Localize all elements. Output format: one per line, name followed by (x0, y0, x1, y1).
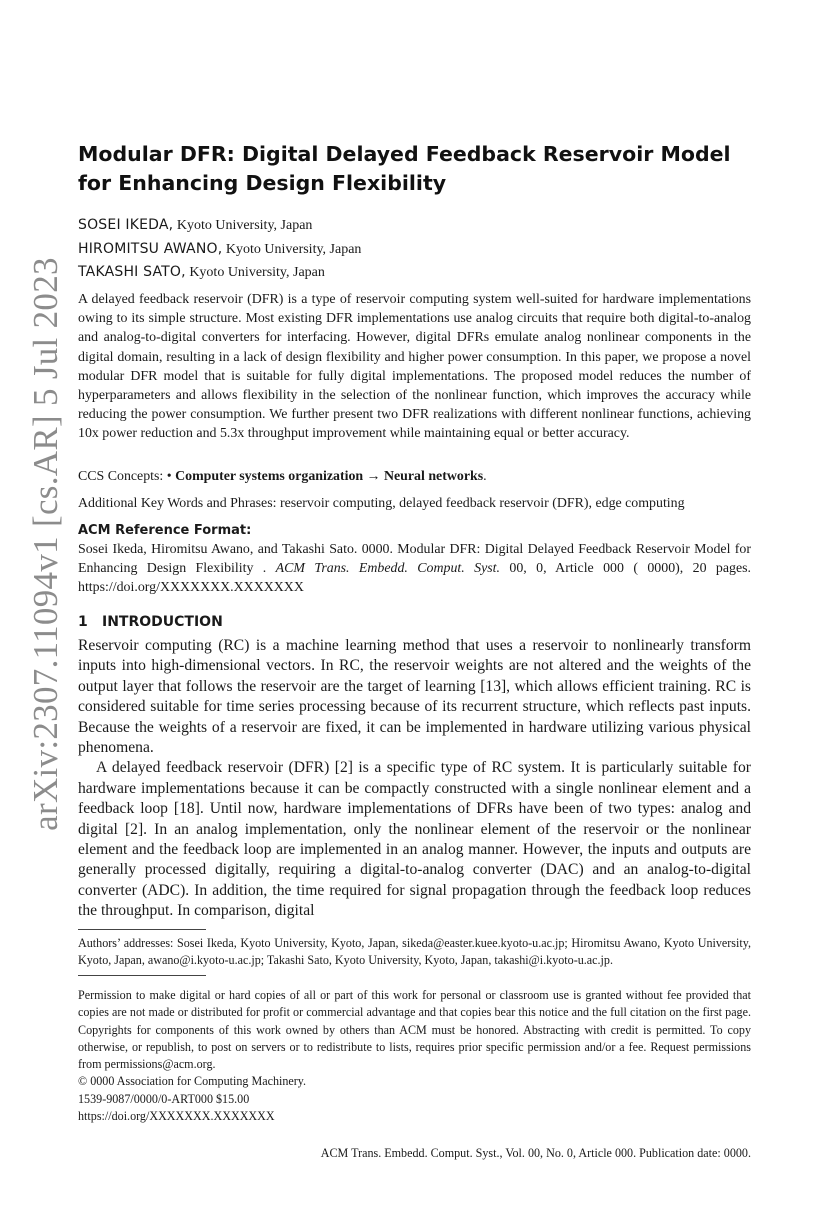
author-entry (78, 214, 751, 238)
permission-divider (78, 975, 206, 976)
author-name: HIROMITSU AWANO, (78, 240, 223, 257)
author-list (78, 214, 751, 285)
author-entry (78, 261, 751, 285)
ccs-concept: Computer systems organization → Neural networks (175, 469, 484, 484)
abstract: A delayed feedback reservoir (DFR) is a type of reservoir computing system well-suited for hardware implementations owing to its simple structure. Most existing DFR implementations use analog circuits that require both digital-to-analog and analog-to-digital converters for interfacing. However, digital DFRs emulate analog nonlinear components in the digital domain, resulting in a lack of design flexibility and higher power consumption. In this paper, we propose a novel modular DFR model that is suitable for fully digital implementations. The proposed model reduces the number of hyperparameters and allows flexibility in the selection of the nonlinear function, which improves the accuracy while reducing the power consumption. We further present two DFR realizations with different nonlinear functions, achieving 10x power reduction and 5.3x throughput improvement while maintaining equal or better accuracy. (78, 292, 751, 442)
citation-details: 00, 0, Article 000 ( 0000), 20 pages. (499, 561, 751, 576)
footnote-divider (78, 929, 206, 930)
ccs-concepts (78, 467, 751, 486)
ccs-suffix: . (483, 469, 487, 484)
author-affiliation: Kyoto University, Japan (222, 241, 362, 257)
arxiv-id-text: arXiv:2307.11094v1 [cs.AR] 5 Jul 2023 (26, 257, 65, 831)
author-addresses: Authors’ addresses: Sosei Ikeda, Kyoto University, Kyoto, Japan, sikeda@easter.kuee.kyoto-u.ac.jp; Hiromitsu Awano, Kyoto University, Kyoto, Japan, awano@i.kyoto-u.ac.jp; Takashi Sato, Kyoto University, Kyoto, Japan, takashi@i.kyoto-u.ac.jp. (78, 936, 751, 968)
page-footer: ACM Trans. Embedd. Comput. Syst., Vol. 00, No. 0, Article 000. Publication date: 0000. (320, 1146, 751, 1160)
keywords: Additional Key Words and Phrases: reservoir computing, delayed feedback reservoir (DFR), edge computing (78, 496, 685, 511)
reference-doi-link[interactable]: https://doi.org/XXXXXXX.XXXXXXX (78, 580, 304, 595)
citation-text: Sosei Ikeda, Hiromitsu Awano, and Takashi Sato. 0000. Modular DFR: Digital Delayed Feedback Reservoir Model for Enhancing Design Flexibility . (78, 542, 751, 576)
paper-title: Modular DFR: Digital Delayed Feedback Reservoir Model for Enhancing Design Flexibility (78, 142, 731, 195)
author-name: TAKASHI SATO, (78, 264, 186, 280)
author-affiliation: Kyoto University, Japan (173, 218, 313, 233)
permission-text: Permission to make digital or hard copies of all or part of this work for personal or classroom use is granted without fee provided that copies are not made or distributed for profit or commercial advantage and that copies bear this notice and the full citation on the first page. Copyrights for components of this work owned by others than ACM must be honored. Abstracting with credit is permitted. To copy otherwise, or republish, to post on servers or to redistribute to lists, requires prior specific permission and/or a fee. Request permissions from permissions@acm.org. (78, 988, 751, 1072)
section-number: 1 (78, 614, 88, 630)
body-paragraph: Reservoir computing (RC) is a machine learning method that uses a reservoir to nonlinearly transform inputs into high-dimensional vectors. In RC, the reservoir weights are not altered and the weights of the output layer that follows the reservoir are the target of learning [13], which allows efficient training. RC is considered suitable for time series processing because of its recurrent structure, which reflects past inputs. Because the weights of a reservoir are fixed, it can be implemented in hardware utilizing various physical phenomena. (78, 637, 751, 757)
introduction-body (78, 636, 751, 922)
arxiv-identifier-stamp (20, 258, 72, 830)
reference-heading: ACM Reference Format: (78, 523, 252, 538)
reference-citation (78, 540, 751, 597)
body-paragraph: A delayed feedback reservoir (DFR) [2] is a specific type of RC system. It is particularly suitable for hardware implementations because it can be compactly constructed with a single nonlinear element and a feedback loop [18]. Until now, hardware implementations of DFRs have been of two types: analog and digital [2]. In an analog implementation, only the nonlinear element of the reservoir or the nonlinear element and the feedback loop are implemented in an analog manner. However, the inputs and outputs are generally processed digitally, requiring a digital-to-analog converter (DAC) and an analog-to-digital converter (ADC). In addition, the time required for signal propagation through the feedback loop reduces the throughput. In comparison, digital (78, 759, 751, 920)
author-affiliation: Kyoto University, Japan (185, 265, 325, 280)
copyright-line: © 0000 Association for Computing Machinery. (78, 1074, 307, 1089)
permission-notice (78, 987, 751, 1125)
permission-doi-link[interactable]: https://doi.org/XXXXXXX.XXXXXXX (78, 1109, 275, 1124)
author-name: SOSEI IKEDA, (78, 217, 174, 233)
ccs-prefix: CCS Concepts: • (78, 469, 176, 484)
section-heading (78, 612, 751, 632)
author-entry (78, 238, 751, 262)
acm-reference-format (78, 521, 751, 597)
journal-name: ACM Trans. Embedd. Comput. Syst. (275, 561, 500, 576)
issn-line: 1539-9087/0000/0-ART000 $15.00 (78, 1091, 250, 1106)
section-title: INTRODUCTION (102, 614, 223, 630)
